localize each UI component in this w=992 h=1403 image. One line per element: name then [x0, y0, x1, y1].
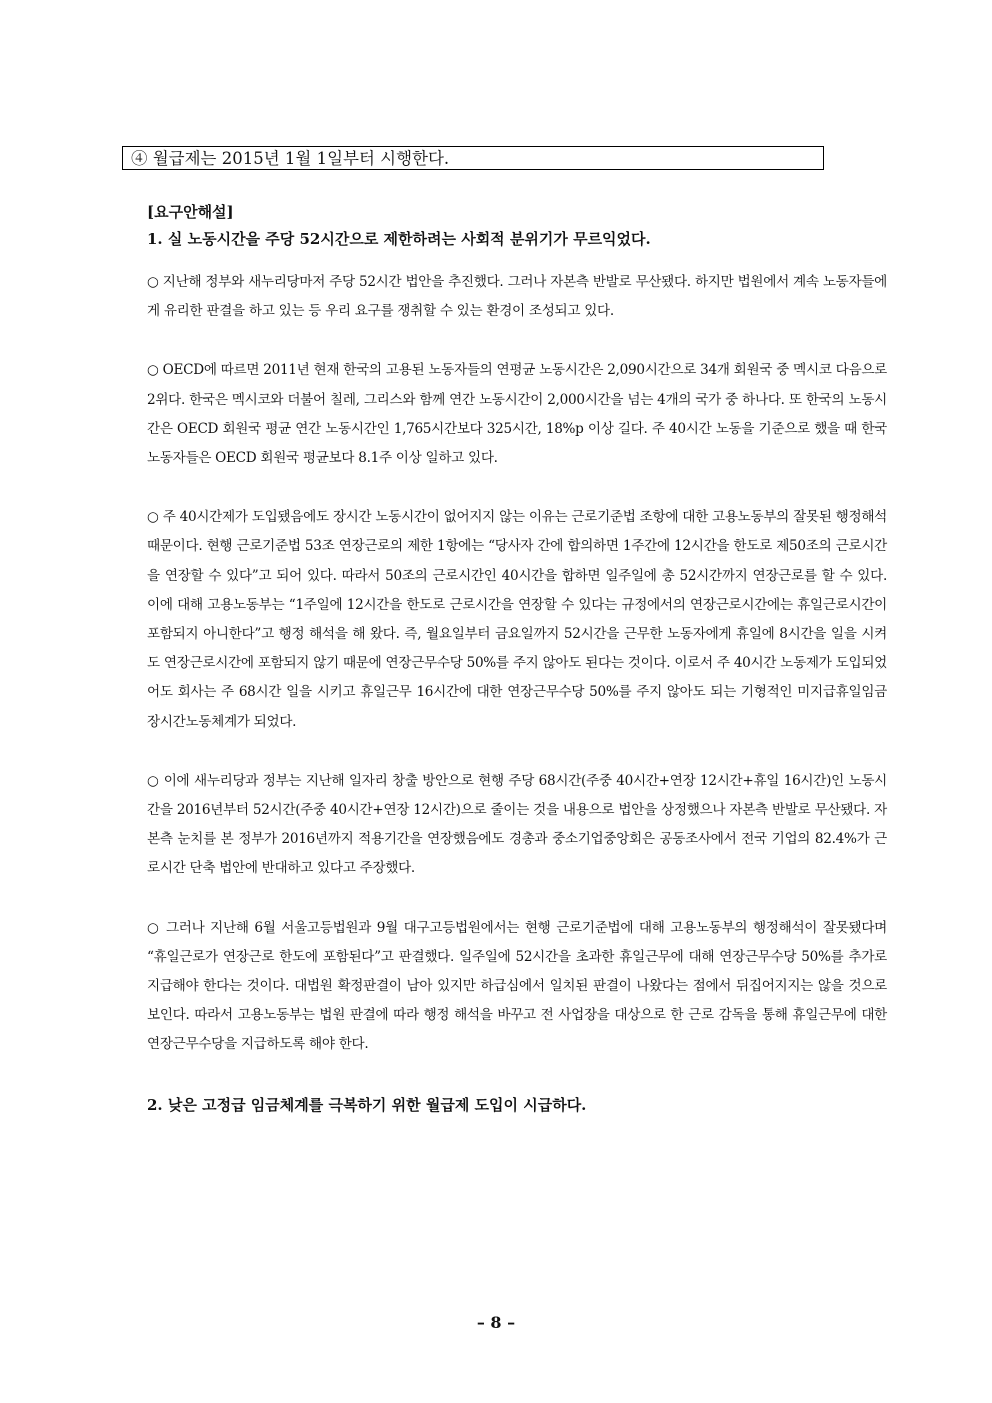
paragraph-4: ○ 이에 새누리당과 정부는 지난해 일자리 창출 방안으로 현행 주당 68시간(주중 40시간+연장 12시간+휴일 16시간)인 노동시간을 2016년부터 52시간(주중 40시간+연장 12시간)으로 줄이는 것을 내용으로 법안을 상정했으나 자본측 반발로 무산됐다. 자본측 눈치를 본 정부가 2016년까지 적용기간을 연장했음에도 경총과 중소기업중앙회은 공동조사에서 전국 기업의 82.4%가 근로시간 단축 법안에 반대하고 있다고 주장했다. [147, 772, 887, 877]
section-label: [요구안해설] [147, 203, 234, 221]
paragraph-3: ○ 주 40시간제가 도입됐음에도 장시간 노동시간이 없어지지 않는 이유는 근로기준법 조항에 대한 고용노동부의 잘못된 행정해석 때문이다. 현행 근로기준법 53조 연장근로의 제한 1항에는 “당사자 간에 합의하면 1주간에 12시간을 한도로 제50조의 근로시간을 연장할 수 있다”고 되어 있다. 따라서 50조의 근로시간인 40시간을 합하면 일주일에 총 52시간까지 연장근로를 할 수 있다. 이에 대해 고용노동부는 “1주일에 12시간을 한도로 근로시간을 연장할 수 있다는 규정에서의 연장근로시간에는 휴일근로시간이 포함되지 아니한다”고 행정 해석을 해 왔다. 즉, 월요일부터 금요일까지 52시간을 근무한 노동자에게 휴일에 8시간을 일을 시켜도 연장근로시간에 포함되지 않기 때문에 연장근무수당 50%를 주지 않아도 된다는 것이다. 이로서 주 40시간 노동제가 도입되었어도 회사는 주 68시간 일을 시키고 휴일근무 16시간에 대한 연장근무수당 50%를 주지 않아도 되는 기형적인 미지급휴일임금 장시간노동체계가 되었다. [147, 509, 887, 730]
heading-1: 1. 실 노동시간을 주당 52시간으로 제한하려는 사회적 분위기가 무르익었다. [147, 230, 651, 248]
heading-2: 2. 낮은 고정급 임금체계를 극복하기 위한 월급제 도입이 시급하다. [147, 1095, 587, 1114]
boxed-item-monthly-wage: ④ 월급제는 2015년 1월 1일부터 시행한다. [122, 146, 824, 170]
paragraph-2: ○ OECD에 따르면 2011년 현재 한국의 고용된 노동자들의 연평균 노동시간은 2,090시간으로 34개 회원국 중 멕시코 다음으로 2위다. 한국은 멕시코와 더불어 칠레, 그리스와 함께 연간 노동시간이 2,000시간을 넘는 4개의 국가 중 하나다. 또 한국의 노동시간은 OECD 회원국 평균 연간 노동시간인 1,765시간보다 325시간, 18%p 이상 길다. 주 40시간 노동을 기준으로 했을 때 한국 노동자들은 OECD 회원국 평균보다 8.1주 이상 일하고 있다. [147, 362, 887, 467]
paragraph-1: ○ 지난해 정부와 새누리당마저 주당 52시간 법안을 추진했다. 그러나 자본측 반발로 무산됐다. 하지만 법원에서 계속 노동자들에게 유리한 판결을 하고 있는 등 우리 요구를 쟁취할 수 있는 환경이 조성되고 있다. [147, 274, 887, 320]
document-body [147, 200, 887, 1120]
paragraph-5: ○ 그러나 지난해 6월 서울고등법원과 9월 대구고등법원에서는 현행 근로기준법에 대해 고용노동부의 행정해석이 잘못됐다며 “휴일근로가 연장근로 한도에 포함된다”고 판결했다. 일주일에 52시간을 초과한 휴일근무에 대해 연장근무수당 50%를 추가로 지급해야 한다는 것이다. 대법원 확정판결이 남아 있지만 하급심에서 일치된 판결이 나왔다는 점에서 뒤집어지지는 않을 것으로 보인다. 따라서 고용노동부는 법원 판결에 따라 행정 해석을 바꾸고 전 사업장을 대상으로 한 근로 감독을 통해 휴일근무에 대한 연장근무수당을 지급하도록 해야 한다. [147, 919, 887, 1053]
page-number: – 8 – [476, 1313, 516, 1332]
